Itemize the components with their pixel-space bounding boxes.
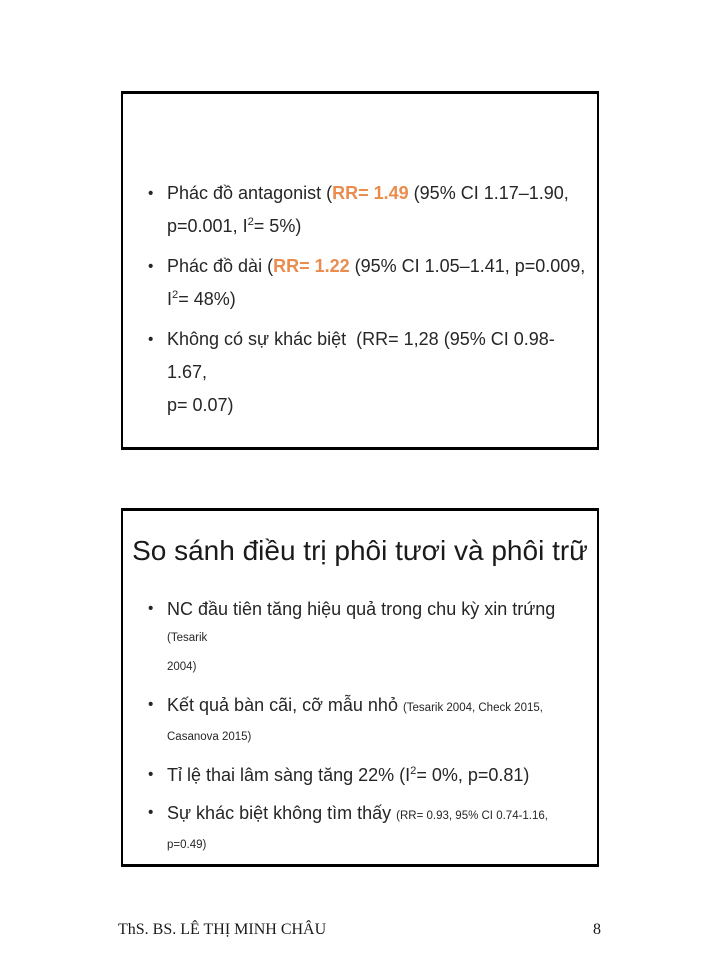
bullet-marker-icon: •: [148, 258, 154, 275]
text-segment: Không có sự khác biệt (RR= 1,28 (95% CI 0.98-1.67,: [167, 329, 555, 382]
bullet-item: [123, 323, 589, 422]
text-segment: 2: [410, 765, 417, 777]
text-segment: NC đầu tiên tăng hiệu quả trong chu kỳ xin trứng: [167, 599, 561, 619]
text-segment: (Tesarik: [167, 632, 208, 644]
bullet-marker-icon: •: [148, 185, 154, 202]
bullet-text: [167, 599, 560, 674]
bullet-marker-icon: •: [148, 804, 154, 821]
bullet-marker-icon: •: [148, 331, 154, 348]
bullet-item: [123, 762, 589, 788]
text-segment: Kết quả bàn cãi, cỡ mẫu nhỏ: [167, 695, 403, 715]
text-segment: 2: [247, 216, 254, 228]
bullet-marker-icon: •: [148, 600, 154, 617]
text-segment: RR= 1.49: [332, 183, 409, 203]
text-segment: I: [167, 289, 173, 309]
text-segment: p= 0.07): [167, 395, 234, 415]
text-segment: Tỉ lệ thai lâm sàng tăng 22% (I: [167, 765, 411, 785]
bullet-text: [167, 765, 529, 785]
text-segment: = 0%, p=0.81): [416, 765, 530, 785]
slide-frame-top: [121, 91, 599, 450]
bullet-list: [123, 596, 597, 858]
text-segment: Sự khác biệt không tìm thấy: [167, 803, 397, 823]
text-segment: Phác đồ dài (: [167, 256, 274, 276]
bullet-item: [123, 177, 589, 243]
text-segment: (95% CI 1.05–1.41, p=0.009,: [349, 256, 586, 276]
text-segment: 2: [172, 289, 179, 301]
bullet-marker-icon: •: [148, 766, 154, 783]
bullet-item: [123, 692, 589, 750]
text-segment: RR= 1.22: [273, 256, 350, 276]
bullet-text: [167, 695, 546, 744]
bullet-list: [123, 177, 597, 422]
slide-title: So sánh điều trị phôi tươi và phôi trữ: [132, 535, 588, 566]
bullet-text: [167, 183, 569, 236]
slide-frame-bottom: [121, 508, 599, 867]
bullet-text: [167, 803, 548, 852]
bullet-marker-icon: •: [148, 696, 154, 713]
text-segment: Phác đồ antagonist (: [167, 183, 333, 203]
bullet-text: [167, 256, 585, 309]
text-segment: p=0.49): [167, 839, 207, 851]
page-footer: [118, 921, 601, 939]
text-segment: = 48%): [178, 289, 236, 309]
text-segment: (RR= 0.93, 95% CI 0.74-1.16,: [396, 810, 548, 822]
footer-author: ThS. BS. LÊ THỊ MINH CHÂU: [118, 921, 327, 938]
text-segment: = 5%): [253, 216, 302, 236]
text-segment: p=0.001, I: [167, 216, 248, 236]
bullet-text: [167, 329, 555, 415]
bullet-item: [123, 250, 589, 316]
text-segment: (Tesarik 2004, Check 2015, Casanova 2015): [167, 702, 547, 743]
bullet-item: [123, 596, 589, 680]
footer-page-number: 8: [593, 921, 601, 938]
text-segment: 2004): [167, 661, 197, 673]
bullet-item: [123, 800, 589, 858]
text-segment: (95% CI 1.17–1.90,: [408, 183, 569, 203]
